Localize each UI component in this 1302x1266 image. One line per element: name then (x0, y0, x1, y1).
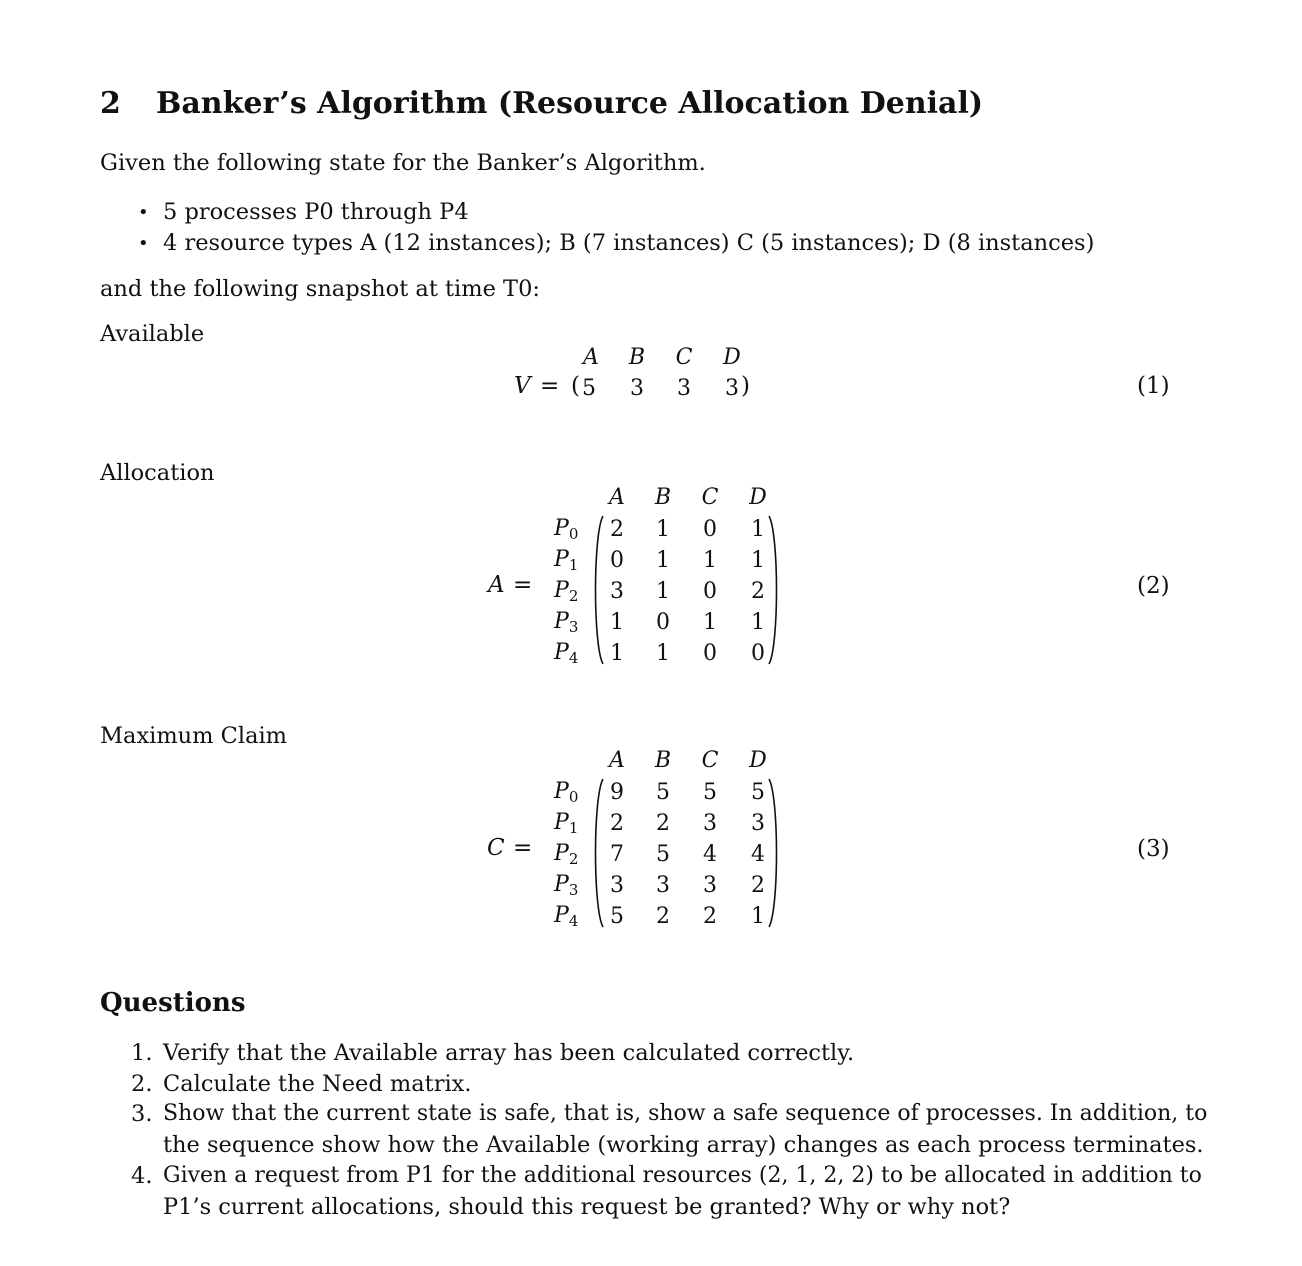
matrix-cell: 3 (703, 873, 717, 898)
questions-heading: Questions (100, 988, 246, 1018)
section-number: 2 (100, 86, 121, 121)
matrix-cell: 1 (656, 641, 670, 666)
section-title: Banker’s Algorithm (Resource Allocation Denial) (156, 86, 984, 121)
col-header: D (749, 485, 767, 510)
right-paren: ) (741, 373, 750, 399)
matrix-cell: 5 (656, 842, 670, 867)
question-number: 4. (131, 1163, 153, 1189)
matrix-symbol: C (487, 835, 505, 861)
row-label: $P_2$ (554, 841, 579, 868)
col-header: B (654, 485, 672, 510)
matrix-cell: 0 (751, 641, 765, 666)
matrix-cell: 0 (656, 610, 670, 635)
matrix-cell: 7 (610, 842, 624, 867)
matrix-cell: 3 (751, 811, 765, 836)
row-label: $P_4$ (554, 903, 579, 930)
equation-number: (1) (1137, 373, 1170, 399)
snapshot-text: and the following snapshot at time T0: (100, 276, 540, 302)
vector-value: 5 (582, 376, 596, 401)
matrix-cell: 1 (610, 641, 624, 666)
bullet-dot: • (138, 202, 149, 223)
left-paren: ( (571, 373, 580, 399)
matrix-cell: 2 (610, 517, 624, 542)
matrix-cell: 1 (610, 610, 624, 635)
equals-sign: = (513, 835, 533, 861)
question-text: Given a request from P1 for the additional resources (2, 1, 2, 2) to be allocated in addition to (163, 1163, 1202, 1188)
row-label: $P_0$ (554, 779, 579, 806)
matrix-cell: 1 (751, 610, 765, 635)
row-label: $P_0$ (554, 516, 579, 543)
matrix-cell: 2 (703, 904, 717, 929)
question-text: the sequence show how the Available (working array) changes as each process terminates. (163, 1132, 1204, 1158)
matrix-cell: 4 (703, 842, 717, 867)
col-header: C (675, 345, 693, 370)
matrix-cell: 0 (703, 517, 717, 542)
bullet-item: 4 resource types A (12 instances); B (7 instances) C (5 instances); D (8 instances) (163, 230, 1095, 256)
question-text: Calculate the Need matrix. (163, 1071, 472, 1097)
row-label: $P_3$ (554, 609, 579, 636)
question-text: P1’s current allocations, should this request be granted? Why or why not? (163, 1194, 1011, 1220)
matrix-cell: 0 (703, 641, 717, 666)
vector-value: 3 (725, 376, 739, 401)
matrix-cell: 1 (703, 548, 717, 573)
row-label: $P_2$ (554, 578, 579, 605)
matrix-cell: 5 (610, 904, 624, 929)
matrix-cell: 3 (656, 873, 670, 898)
matrix-cell: 5 (703, 780, 717, 805)
col-header: A (583, 345, 599, 370)
vector-symbol: V (514, 373, 531, 399)
matrix-cell: 5 (751, 780, 765, 805)
max-claim-label: Maximum Claim (100, 723, 288, 749)
equation-number: (3) (1137, 836, 1170, 862)
equals-sign: = (513, 572, 533, 598)
question-number: 1. (131, 1040, 153, 1066)
matrix-cell: 3 (610, 873, 624, 898)
matrix-cell: 5 (656, 780, 670, 805)
matrix-cell: 2 (656, 811, 670, 836)
matrix-cell: 2 (656, 904, 670, 929)
col-header: A (609, 485, 625, 510)
matrix-cell: 1 (656, 579, 670, 604)
bullet-dot: • (138, 233, 149, 254)
vector-value: 3 (677, 376, 691, 401)
row-label: $P_4$ (554, 640, 579, 667)
vector-value: 3 (630, 376, 644, 401)
equation-number: (2) (1137, 573, 1170, 599)
question-number: 3. (131, 1101, 153, 1127)
available-label: Available (100, 321, 205, 347)
matrix-cell: 0 (703, 579, 717, 604)
matrix-cell: 2 (751, 579, 765, 604)
matrix-cell: 4 (751, 842, 765, 867)
matrix-cell: 9 (610, 780, 624, 805)
matrix-symbol: A (488, 572, 505, 598)
col-header: B (654, 748, 672, 773)
question-number: 2. (131, 1071, 153, 1097)
matrix-cell: 1 (751, 548, 765, 573)
col-header: C (701, 485, 719, 510)
matrix-cell: 1 (751, 517, 765, 542)
row-label: $P_1$ (554, 810, 579, 837)
col-header: C (701, 748, 719, 773)
matrix-cell: 1 (656, 517, 670, 542)
col-header: D (723, 345, 741, 370)
col-header: A (609, 748, 625, 773)
matrix-cell: 2 (610, 811, 624, 836)
row-label: $P_3$ (554, 872, 579, 899)
col-header: B (628, 345, 646, 370)
row-label: $P_1$ (554, 547, 579, 574)
bullet-item: 5 processes P0 through P4 (163, 199, 469, 225)
matrix-cell: 1 (703, 610, 717, 635)
equals-sign: = (540, 373, 560, 399)
matrix-cell: 3 (703, 811, 717, 836)
intro-text: Given the following state for the Banker’s Algorithm. (100, 150, 706, 176)
matrix-cell: 3 (610, 579, 624, 604)
question-text: Show that the current state is safe, that is, show a safe sequence of processes. In addition, to (163, 1101, 1208, 1126)
allocation-label: Allocation (100, 460, 215, 486)
col-header: D (749, 748, 767, 773)
matrix-cell: 1 (656, 548, 670, 573)
matrix-cell: 1 (751, 904, 765, 929)
matrix-cell: 2 (751, 873, 765, 898)
matrix-cell: 0 (610, 548, 624, 573)
question-text: Verify that the Available array has been calculated correctly. (163, 1040, 855, 1066)
